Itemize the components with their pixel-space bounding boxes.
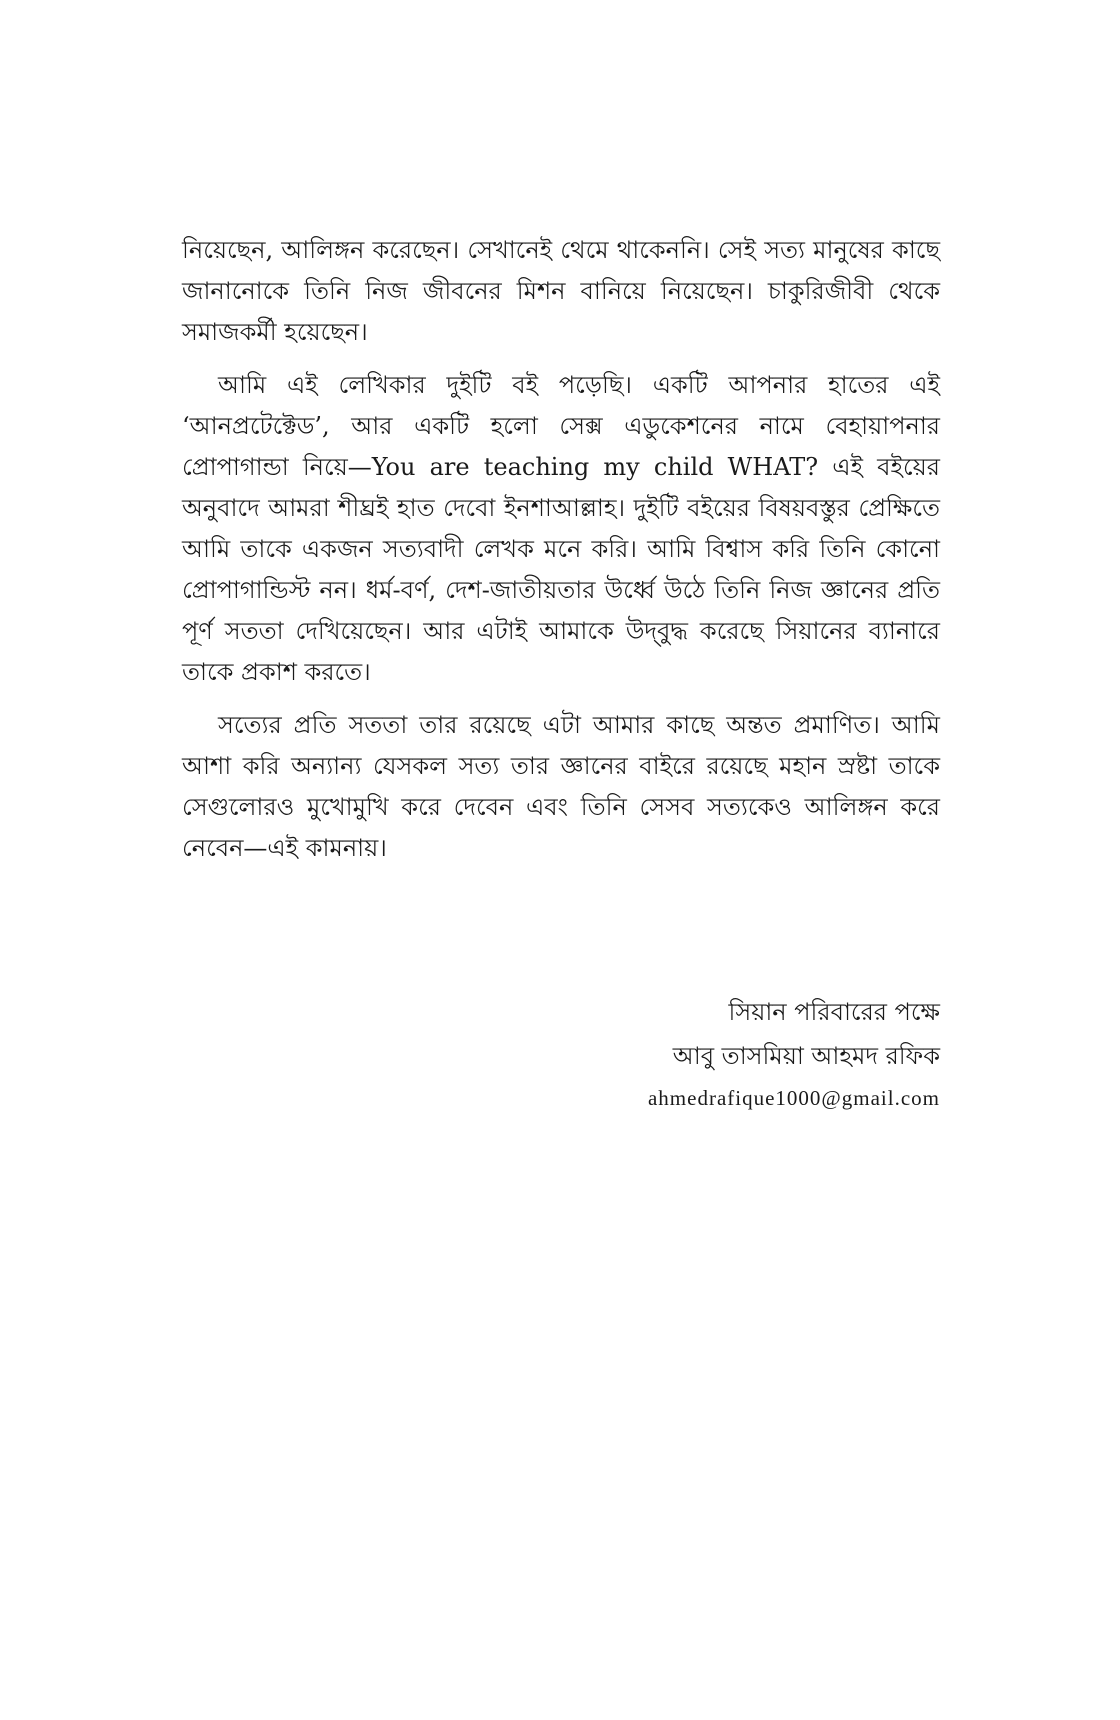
signature-name: আবু তাসমিয়া আহমদ রফিক xyxy=(672,1042,940,1070)
signature-on-behalf: সিয়ান পরিবারের পক্ষে xyxy=(728,998,940,1026)
paragraph-continuation: নিয়েছেন, আলিঙ্গন করেছেন। সেখানেই থেমে থাকেননি। সেই সত্য মানুষের কাছে জানানোকে তিনি নিজ জীবনের মিশন বানিয়ে নিয়েছেন। চাকুরিজীবী থেকে সমাজকর্মী হয়েছেন। xyxy=(182,236,940,346)
signature-block xyxy=(648,990,940,1118)
paragraph-about-books: আমি এই লেখিকার দুইটি বই পড়েছি। একটি আপনার হাতের এই ‘আনপ্রটেক্টেড’, আর একটি হলো সেক্স এডুকেশনের নামে বেহায়াপনার প্রোপাগান্ডা নিয়ে—You are teaching my child WHAT? এই বইয়ের অনুবাদে আমরা শীঘ্রই হাত দেবো ইনশাআল্লাহ। দুইটি বইয়ের বিষয়বস্তুর প্রেক্ষিতে আমি তাকে একজন সত্যবাদী লেখক মনে করি। আমি বিশ্বাস করি তিনি কোনো প্রোপাগান্ডিস্ট নন। ধর্ম-বর্ণ, দেশ-জাতীয়তার উর্ধ্বে উঠে তিনি নিজ জ্ঞানের প্রতি পূর্ণ সততা দেখিয়েছেন। আর এটাই আমাকে উদ্‌বুদ্ধ করেছে সিয়ানের ব্যানারে তাকে প্রকাশ করতে। xyxy=(182,371,940,686)
paragraph-closing-wish: সত্যের প্রতি সততা তার রয়েছে এটা আমার কাছে অন্তত প্রমাণিত। আমি আশা করি অন্যান্য যেসকল সত্য তার জ্ঞানের বাইরে রয়েছে মহান স্রষ্টা তাকে সেগুলোরও মুখোমুখি করে দেবেন এবং তিনি সেসব সত্যকেও আলিঙ্গন করে নেবেন—এই কামনায়। xyxy=(182,711,940,862)
signature-email: ahmedrafique1000@gmail.com xyxy=(647,1086,940,1110)
body-text xyxy=(182,230,940,881)
